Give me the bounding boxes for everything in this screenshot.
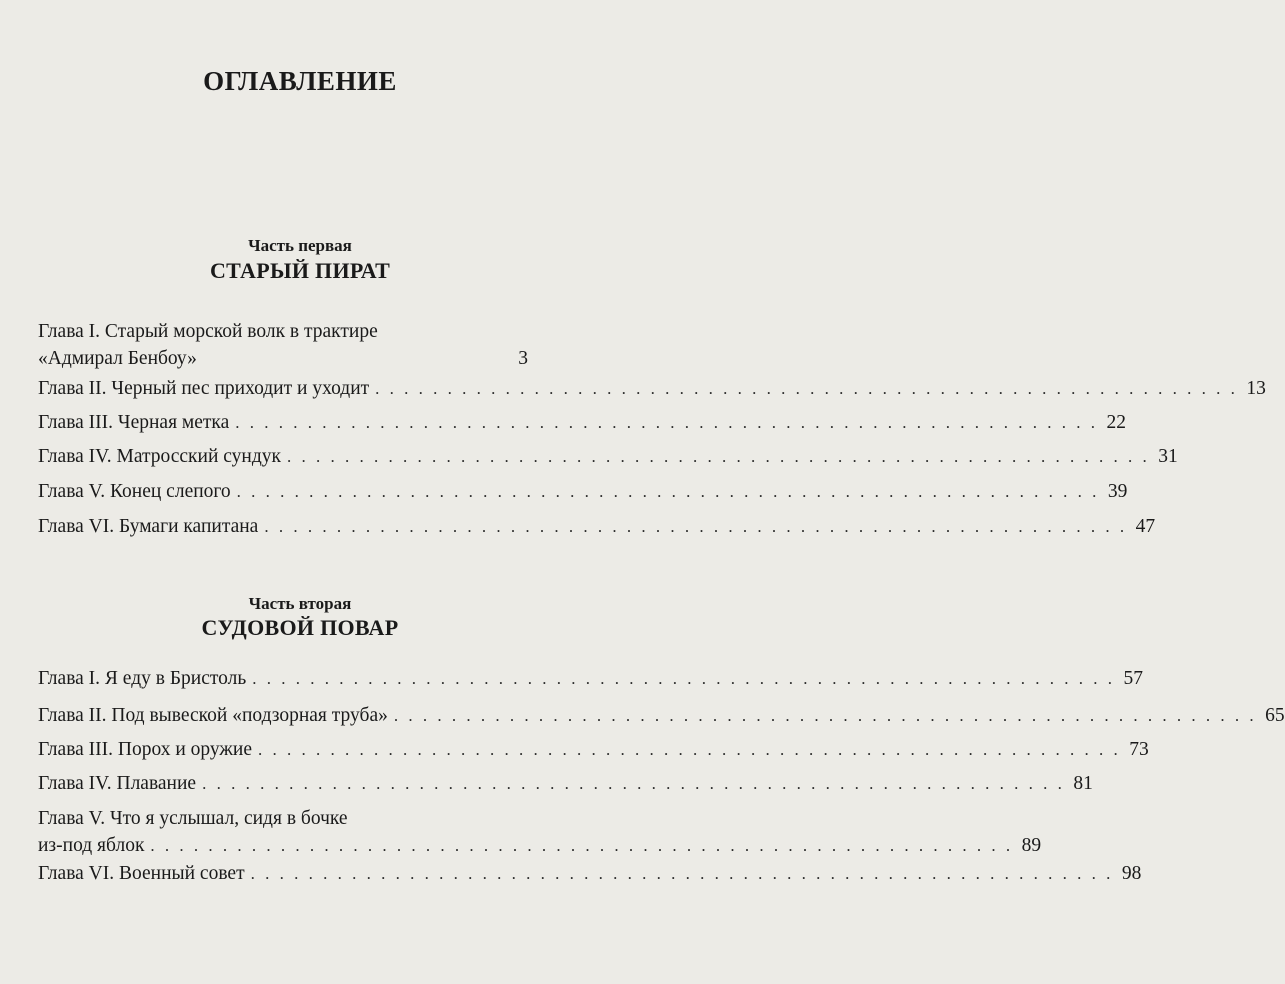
dot-leader: . . . . . . . . . . . . . . . . . . . . . . . . . . . . . . . . . . . . . . . . . . . . . . . . . . . . . . . . . . . . [252,669,1115,688]
dot-leader: . . . . . . . . . . . . . . . . . . . . . . . . . . . . . . . . . . . . . . . . . . . . . . . . . . . . . . . . . . . . [264,517,1128,536]
part-label: Часть первая [248,236,352,255]
toc-entry[interactable] [38,665,1143,692]
dot-leader: . . . . . . . . . . . . . . . . . . . . . . . . . . . . . . . . . . . . . . . . . . . . . . . . . . . . . . . . . . . . [202,774,1065,793]
toc-entry[interactable] [38,478,1128,505]
entry-title: Глава II. Черный пес приходит и уходит [38,378,370,399]
part-title: СТАРЫЙ ПИРАТ [209,258,391,283]
entry-page: 98 [1121,863,1142,884]
toc-entry[interactable] [38,805,1042,859]
entry-title: Глава II. Под вывеской «подзорная труба» [38,705,388,726]
dot-leader: . . . . . . . . . . . . . . . . . . . . . . . . . . . . . . . . . . . . . . . . . . . . . . . . . . . . . . . . . . . . [286,447,1150,466]
entry-page: 3 [518,348,528,369]
toc-entry[interactable] [38,409,1127,436]
page-title: ОГЛАВЛЕНИЕ [203,66,397,96]
entry-page: 47 [1135,516,1156,537]
entry-page: 31 [1158,446,1178,467]
entry-title-continued: «Адмирал Бенбоу» [38,348,197,369]
entry-title: Глава IV. Матросский сундук [38,446,281,467]
dot-leader: . . . . . . . . . . . . . . . . . . . . . . . . . . . . . . . . . . . . . . . . . . . . . . . . . . . . . . . . . . . . [375,379,1238,398]
entry-page: 81 [1073,773,1093,794]
part-title: СУДОВОЙ ПОВАР [201,615,399,640]
toc-entry[interactable] [38,702,1285,729]
entry-title: Глава IV. Плавание [38,773,197,794]
toc-entry[interactable] [38,770,1093,797]
entry-page: 22 [1106,412,1127,433]
entry-page: 89 [1021,835,1042,856]
entry-title: Глава VI. Военный совет [38,863,245,884]
dot-leader: . . . . . . . . . . . . . . . . . . . . . . . . . . . . . . . . . . . . . . . . . . . . . . . . . . . . . . . . . . . . [236,482,1100,501]
entry-title-continued: из-под яблок [38,835,145,856]
part-label: Часть вторая [248,594,352,613]
entry-page: 65 [1265,705,1285,726]
toc-entry[interactable] [38,736,1149,763]
dot-leader: . . . . . . . . . . . . . . . . . . . . . . . . . . . . . . . . . . . . . . . . . . . . . . . . . . . . . . . . . . . . [258,740,1121,759]
dot-leader: . . . . . . . . . . . . . . . . . . . . . . . . . . . . . . . . . . . . . . . . . . . . . . . . . . . . . . . . . . . . [393,706,1257,725]
toc-entry[interactable] [38,513,1156,540]
dot-leader: . . . . . . . . . . . . . . . . . . . . . . . . . . . . . . . . . . . . . . . . . . . . . . . . . . . . . . . . . . . . [150,836,1014,855]
entry-title: Глава I. Я еду в Бристоль [38,668,247,689]
entry-title: Глава III. Черная метка [38,412,230,433]
entry-title: Глава V. Что я услышал, сидя в бочке [38,808,348,829]
entry-title: Глава I. Старый морской волк в трактире [38,321,378,342]
entry-title: Глава V. Конец слепого [38,481,231,502]
toc-entry[interactable] [38,318,528,372]
entry-page: 73 [1129,739,1149,760]
toc-entry[interactable] [38,443,1178,470]
entry-page: 57 [1123,668,1143,689]
entry-page: 13 [1246,378,1266,399]
entry-title: Глава III. Порох и оружие [38,739,252,760]
toc-entry[interactable] [38,860,1142,887]
entry-title: Глава VI. Бумаги капитана [38,516,259,537]
dot-leader: . . . . . . . . . . . . . . . . . . . . . . . . . . . . . . . . . . . . . . . . . . . . . . . . . . . . . . . . . . . . [250,864,1114,883]
toc-entry[interactable] [38,375,1266,402]
dot-leader: . . . . . . . . . . . . . . . . . . . . . . . . . . . . . . . . . . . . . . . . . . . . . . . . . . . . . . . . . . . . [235,413,1099,432]
entry-page: 39 [1107,481,1128,502]
